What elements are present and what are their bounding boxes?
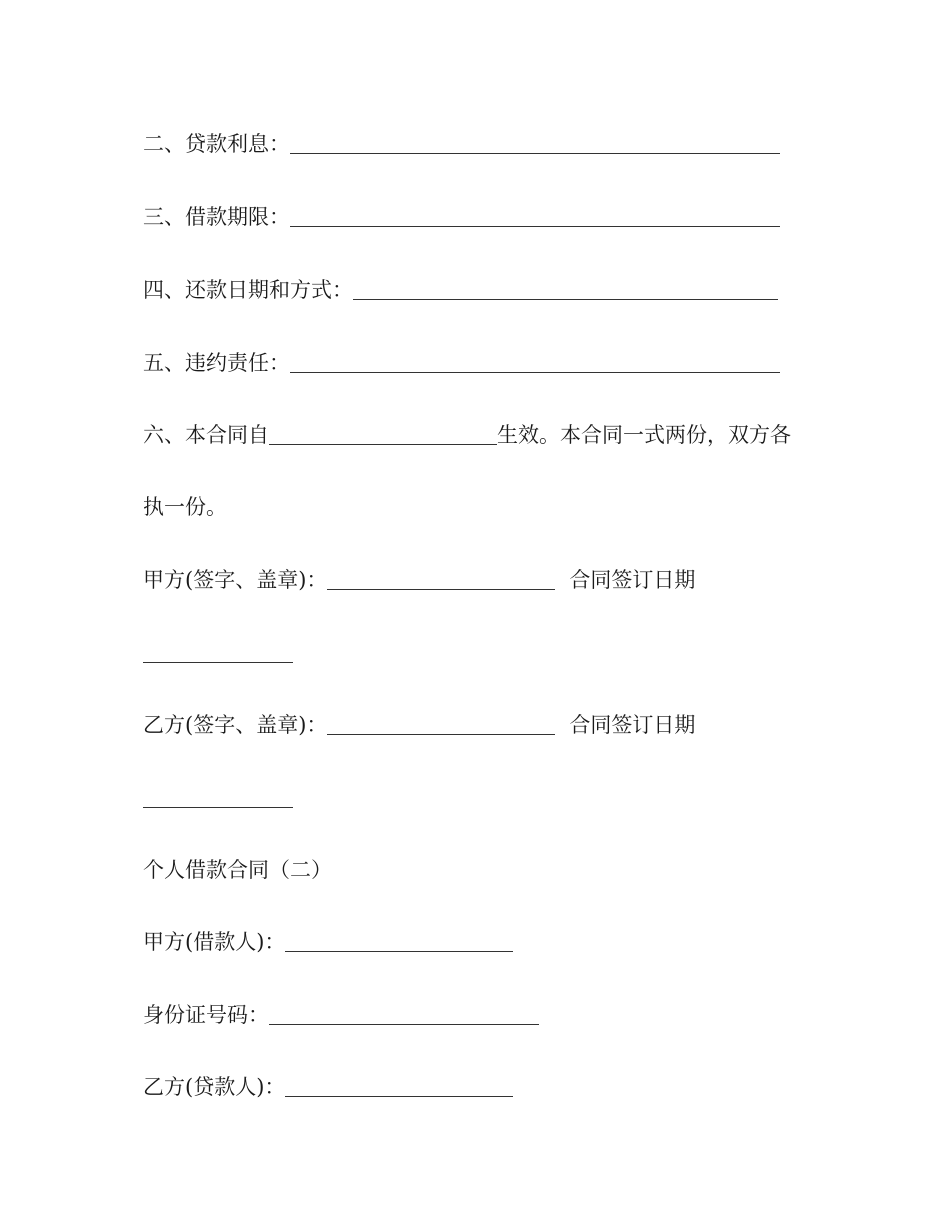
- contract2-party-b-blank[interactable]: [285, 1076, 513, 1097]
- party-b-signature-label: 乙方(签字、盖章)：: [143, 713, 328, 737]
- contract2-party-a: [143, 928, 513, 956]
- clause-liability: [143, 349, 780, 377]
- party-a-signature: [143, 566, 695, 594]
- party-a-date-blank[interactable]: [143, 661, 293, 663]
- contract2-title-row: [143, 856, 332, 884]
- contract2-party-a-label: 甲方(借款人)：: [143, 930, 286, 954]
- clause-effective-suffix: 生效。本合同一式两份，双方各: [497, 423, 791, 447]
- liability-blank[interactable]: [290, 352, 780, 373]
- party-b-signature: [143, 711, 695, 739]
- party-a-date-label: 合同签订日期: [569, 568, 696, 592]
- interest-blank[interactable]: [290, 133, 780, 154]
- effective-date-blank[interactable]: [269, 424, 497, 445]
- contract2-id-label: 身份证号码：: [143, 1003, 269, 1027]
- clause-repayment: [143, 276, 778, 304]
- clause-effective-line2: [143, 493, 227, 521]
- term-blank[interactable]: [290, 206, 780, 227]
- clause-effective-prefix: 六、本合同自: [143, 423, 269, 447]
- party-b-signature-blank[interactable]: [327, 714, 555, 735]
- party-b-date-blank[interactable]: [143, 806, 293, 808]
- contract2-id-blank[interactable]: [269, 1004, 539, 1025]
- clause-repayment-label: 四、还款日期和方式：: [143, 278, 353, 302]
- party-a-signature-blank[interactable]: [327, 569, 555, 590]
- clause-interest: [143, 130, 780, 158]
- contract2-party-b-label: 乙方(贷款人)：: [143, 1075, 286, 1099]
- contract2-title: 个人借款合同（二）: [143, 858, 332, 882]
- clause-term-label: 三、借款期限：: [143, 205, 290, 229]
- clause-interest-label: 二、贷款利息：: [143, 132, 290, 156]
- clause-effective-line2-text: 执一份。: [143, 495, 227, 519]
- clause-term: [143, 203, 780, 231]
- party-a-signature-label: 甲方(签字、盖章)：: [143, 568, 328, 592]
- contract2-party-a-blank[interactable]: [285, 931, 513, 952]
- party-b-date-label: 合同签订日期: [569, 713, 696, 737]
- clause-liability-label: 五、违约责任：: [143, 351, 290, 375]
- contract2-party-b: [143, 1073, 513, 1101]
- repayment-blank[interactable]: [353, 279, 778, 300]
- contract2-id-number: [143, 1001, 539, 1029]
- clause-effective: [143, 421, 791, 449]
